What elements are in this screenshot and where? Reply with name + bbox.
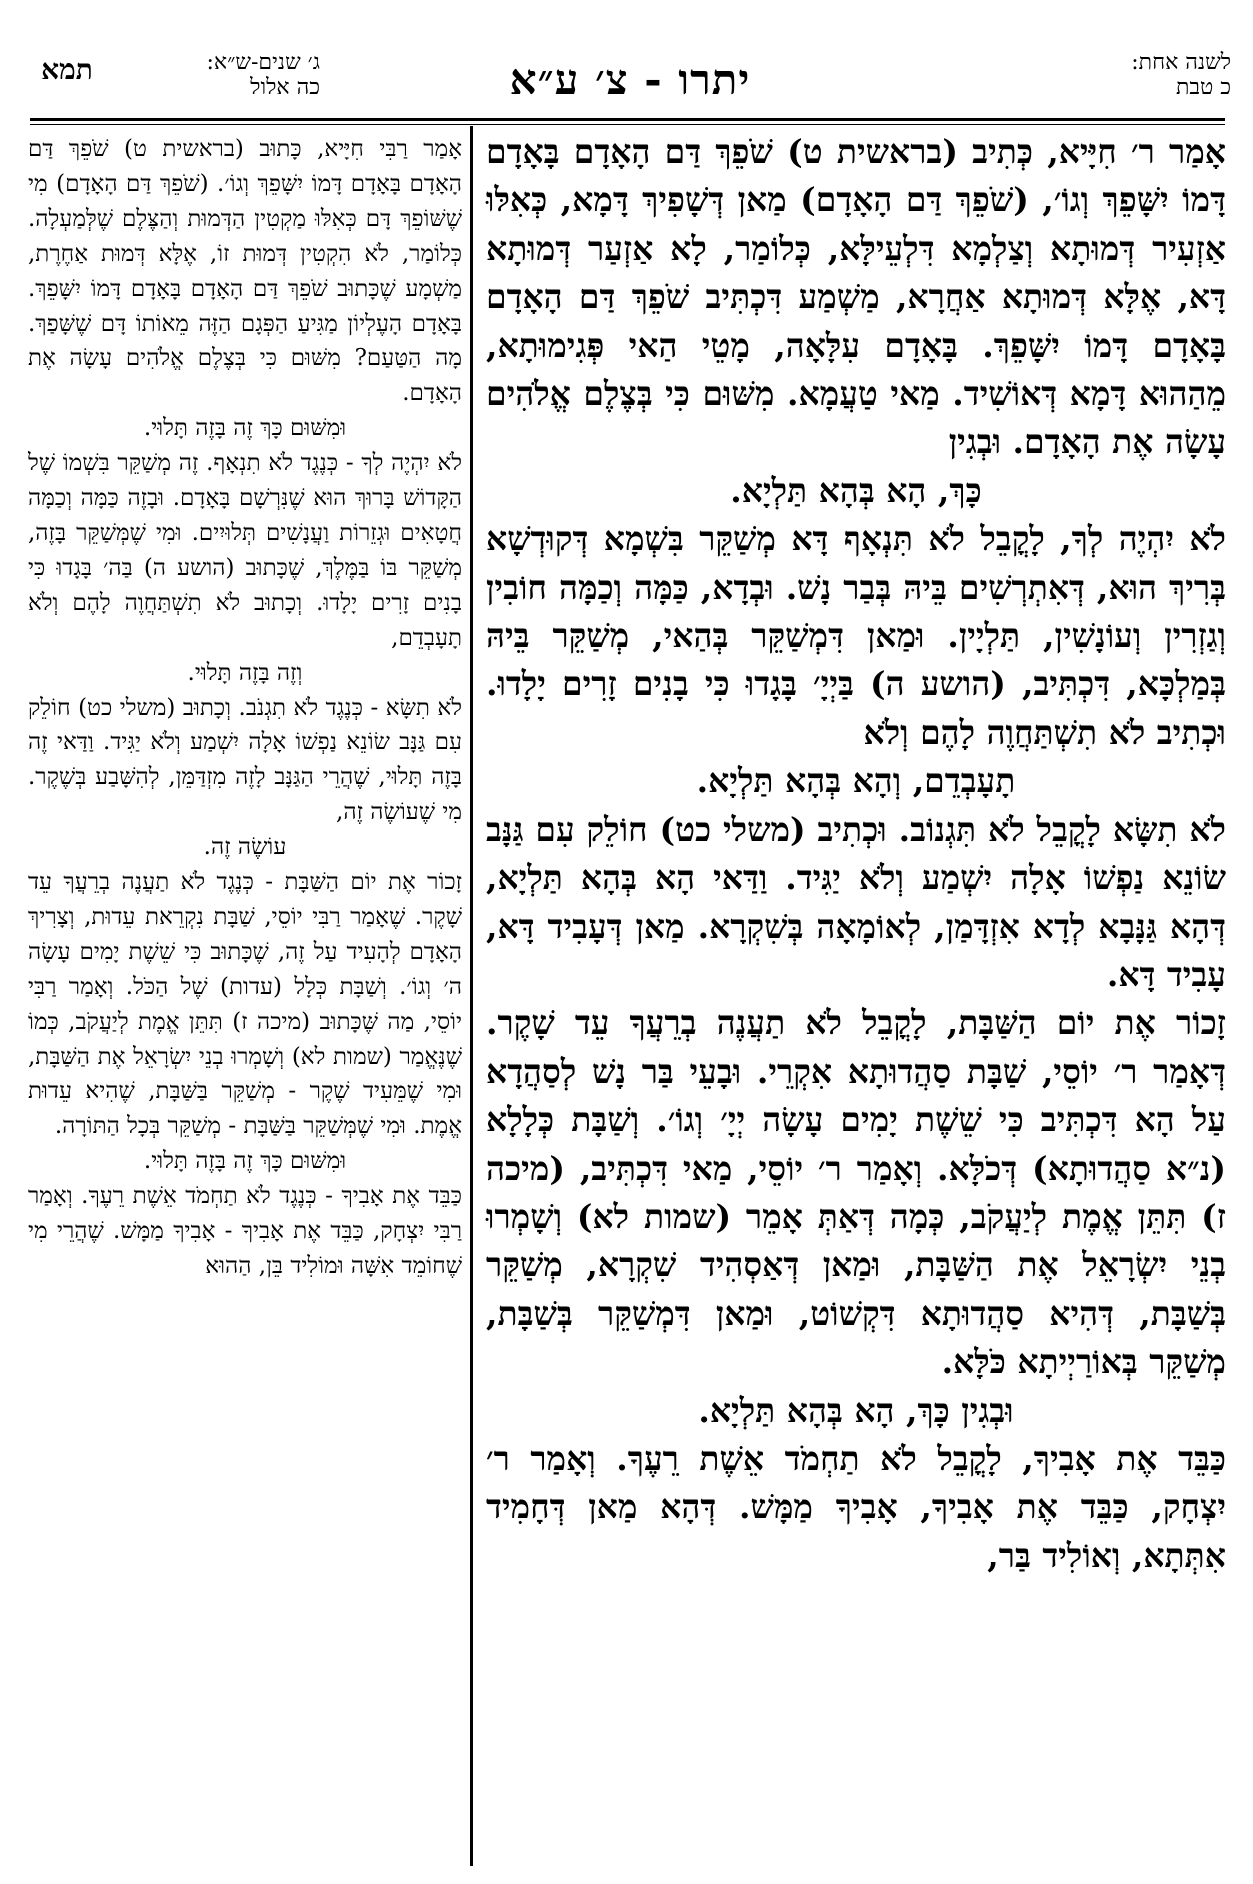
side-paragraph-closing: עוֹשֶׂה זֶה. [203,834,287,861]
header-schedule-three-years-label: ג׳ שנים-ש״א: [206,50,320,75]
header-schedule-one-year-date: כ טבת [1175,75,1231,101]
main-paragraph: זָכוֹר אֶת יוֹם הַשַּׁבָּת, לָקֳבֵל לֹא תַעֲנֶה בְרֵעֲךָ עֵד שָׁקֶר. דְּאָמַר ר׳ יוֹסֵי, שַׁבָּת סַהֲדוּתָא אִקְרֵי. וּבָעֵי בַּר נָשׁ לְסַהֲדָא עַל הָא דִּכְתִּיב כִּי שֵׁשֶׁת יָמִים עָשָׂה יְיָ׳ וְגוֹ׳. וְשַׁבָּת כְּלָלָא (נ״א סַהֲדוּתָא) דְּכֹלָּא. וְאָמַר ר׳ יוֹסֵי, מַאי דִּכְתִּיב, (מיכה ז) תִּתֵּן אֱמֶת לְיַעֲקֹב, כְּמָה דְּאַתְּ אָמֵר (שמות לא) וְשָׁמְרוּ בְנֵי יִשְׂרָאֵל אֶת הַשַּׁבָּת, וּמַאן דְּאַסְהִיד שִׁקְרָא, מְשַׁקֵּר בְּשַׁבָּת, דְּהִיא סַהֲדוּתָא דִּקְשׁוֹט, וּמַאן דִּמְשַׁקֵּר בְּשַׁבָּת, מְשַׁקֵּר בְּאוֹרַיְיתָא כֹּלָּא. [486,1003,1226,1382]
header-rule-thick [30,118,1225,121]
header-schedule-one-year [1021,50,1231,101]
side-paragraph: אָמַר רַבִּי חִיָּיא, כָּתוּב (בראשית ט) שֹׁפֵךְ דַּם הָאָדָם בָּאָדָם דָּמוֹ יִשָּׁפֵךְ וְגוֹ׳. (שֹׁפֵךְ דַּם הָאָדָם) מִי שֶׁשּׁוֹפֵךְ דָּם כְּאִלּוּ מַקְטִין הַדְּמוּת וְהַצֶּלֶם שֶׁלְּמַעְלָה. כְּלוֹמַר, לֹא הִקְטִין דְּמוּת זוֹ, אֶלָּא דְּמוּת אַחֶרֶת, מַשְׁמָע שֶׁכָּתוּב שֹׁפֵךְ דַּם הָאָדָם בָּאָדָם דָּמוֹ יִשָּׁפֵךְ. בָּאָדָם הָעֶלְיוֹן מַגִּיעַ הַפְּגָם הַזֶּה מֵאוֹתוֹ דָּם שֶׁשָּׁפַךְ. מָה הַטַּעַם? מִשּׁוּם כִּי בְּצֶלֶם אֱלֹהִים עָשָׂה אֶת הָאָדָם. [28,136,462,407]
side-paragraph: לֹא תִשָּׂא - כְּנֶגֶד לֹא תִגְנֹב. וְכָתוּב (משלי כט) חוֹלֵק עִם גַּנָּב שׂוֹנֵא נַפְשׁוֹ אָלָה יִשְׁמַע וְלֹא יַגִּיד. וַדַּאי זֶה בָּזֶה תָּלוּי, שֶׁהֲרֵי הַגַּנָּב לָזֶה מִזְדַּמֵּן, לְהִשָּׁבַע בְּשֶׁקֶר. מִי שֶׁעוֹשֶׂה זֶה, [28,694,462,826]
main-paragraph-closing: תָעָבְדֵם, וְהָא בְּהָא תַּלְיָא. [696,761,1016,801]
page-number: תמא [41,53,93,86]
header-rule-thin [30,124,1225,125]
header-schedule-three-years-date: כה אלול [250,75,320,101]
side-paragraph-closing: וּמִשּׁוּם כָּךְ זֶה בָּזֶה תָּלוּי. [143,415,347,442]
header-schedule-three-years [120,50,320,101]
main-paragraph-closing: וּבְגִין כָּךְ, הָא בְּהָא תַּלְיָא. [698,1390,1014,1430]
side-paragraph: לֹא יִהְיֶה לְךָ - כְּנֶגֶד לֹא תִנְאָף. זֶה מְשַׁקֵּר בִּשְׁמוֹ שֶׁל הַקָּדוֹשׁ בָּרוּךְ הוּא שֶׁנִּרְשָׁם בָּאָדָם. וּבָזֶה כַּמָּה וְכַמָּה חֲטָאִים וּגְזֵרוֹת וַעֲנָשִׁים תְּלוּיִים. וּמִי שֶׁמְּשַׁקֵּר בָּזֶה, מְשַׁקֵּר בּוֹ בַּמֶּלֶךְ, שֶׁכָּתוּב (הושע ה) בַּה׳ בָּגָדוּ כִּי בָנִים זָרִים יָלָדוּ. וְכָתוּב לֹא תִשְׁתַּחֲוֶה לָהֶם וְלֹא תָעָבְדֵם, [28,450,462,651]
page-title: יתרו - צ׳ ע״א [509,55,751,104]
column-divider [470,126,473,1866]
main-paragraph: לֹא תִשָּׂא לָקֳבֵל לֹא תִּגְנוֹב. וּכְתִיב (משלי כט) חוֹלֵק עִם גַּנָּב שׂוֹנֵא נַפְשׁוֹ אָלָה יִשְׁמַע וְלֹא יַגִּיד. וַדַּאי הָא בְּהָא תַּלְיָא, דְּהָא גַּנָּבָא לְדָא אִזְדָּמַן, לְאוֹמָאָה בְּשִׁקְרָא. מַאן דְּעָבִיד דָּא, עָבִיד דָּא. [486,809,1226,994]
aramaic-main-column [486,128,1226,1580]
side-paragraph-closing: וְזֶה בָּזֶה תָּלוּי. [187,659,303,686]
side-paragraph-closing: וּמִשּׁוּם כָּךְ זֶה בָּזֶה תָּלוּי. [143,1148,347,1175]
side-paragraph: זָכוֹר אֶת יוֹם הַשַּׁבָּת - כְּנֶגֶד לֹא תַעֲנֶה בְרֵעֲךָ עֵד שָׁקֶר. שֶׁאָמַר רַבִּי יוֹסֵי, שַׁבָּת נִקְרֵאת עֵדוּת, וְצָרִיךְ הָאָדָם לְהָעִיד עַל זֶה, שֶׁכָּתוּב כִּי שֵׁשֶׁת יָמִים עָשָׂה ה׳ וְגוֹ׳. וְשַׁבָּת כְּלָל (עדות) שֶׁל הַכֹּל. וְאָמַר רַבִּי יוֹסֵי, מַה שֶּׁכָּתוּב (מיכה ז) תִּתֵּן אֱמֶת לְיַעֲקֹב, כְּמוֹ שֶׁנֶּאֱמַר (שמות לא) וְשָׁמְרוּ בְנֵי יִשְׂרָאֵל אֶת הַשַּׁבָּת, וּמִי שֶׁמֵּעִיד שֶׁקֶר - מְשַׁקֵּר בַּשַּׁבָּת, שֶׁהִיא עֵדוּת אֱמֶת. וּמִי שֶׁמְּשַׁקֵּר בַּשַּׁבָּת - מְשַׁקֵּר בְּכָל הַתּוֹרָה. [28,869,462,1140]
main-paragraph-closing: כָּךְ, הָא בְּהָא תַּלְיָא. [730,470,982,510]
hebrew-translation-column [28,132,462,1284]
main-paragraph: לֹא יִהְיֶה לְךָ, לָקֳבֵל לֹא תִּנְאָף דָּא מְשַׁקֵּר בִּשְׁמָא דְּקוּדְשָׁא בְּרִיךְ הוּא, דְּאִתְרְשִׁים בֵּיהּ בְּבַר נָשׁ. וּבְדָא, כַּמָּה וְכַמָּה חוֹבִין וְגַזְרִין וְעוֹנָשִׁין, תַּלְיָין. וּמַאן דִּמְשַׁקֵּר בְּהַאי, מְשַׁקֵּר בֵּיהּ בְּמַלְכָּא, דִּכְתִּיב, (הושע ה) בַּיְיָ׳ בָּגָדוּ כִּי בָנִים זָרִים יָלָדוּ. וּכְתִיב לֹא תִשְׁתַּחֲוֶה לָהֶם וְלֹא [486,519,1226,752]
side-paragraph: כַּבֵּד אֶת אָבִיךָ - כְּנֶגֶד לֹא תַחְמֹד אֵשֶׁת רֵעֶךָ. וְאָמַר רַבִּי יִצְחָק, כַּבֵּד אֶת אָבִיךָ - אָבִיךָ מַמָּשׁ. שֶׁהֲרֵי מִי שֶׁחוֹמֵד אִשָּׁה וּמוֹלִיד בֵּן, הַהוּא [28,1183,462,1279]
main-paragraph: אָמַר ר׳ חִיָּיא, כְּתִיב (בראשית ט) שֹׁפֵךְ דַּם הָאָדָם בָּאָדָם דָּמוֹ יִשָּׁפֵךְ וְגוֹ׳, (שֹׁפֵךְ דַּם הָאָדָם) מַאן דְּשָׁפִיךְ דָּמָא, כְּאִלּוּ אַזְעִיר דְּמוּתָא וְצַלְמָא דִּלְעֵילָּא, כְּלוֹמַר, לָא אַזְעַר דְּמוּתָא דָּא, אֶלָּא דְּמוּתָא אַחֲרָא, מַשְׁמַע דִּכְתִּיב שֹׁפֵךְ דַּם הָאָדָם בָּאָדָם דָּמוֹ יִשָּׁפֵךְ. בָּאָדָם עִלָּאָה, מָטֵי הַאי פְּגִימוּתָא, מֵהַהוּא דָּמָא דְּאוֹשִׁיד. מַאי טַעֲמָא. מִשּׁוּם כִּי בְּצֶלֶם אֱלֹהִים עָשָׂה אֶת הָאָדָם. וּבְגִין [486,132,1226,462]
main-paragraph: כַּבֵּד אֶת אָבִיךָ, לָקֳבֵל לֹא תַחְמֹד אֵשֶׁת רֵעֶךָ. וְאָמַר ר׳ יִצְחָק, כַּבֵּד אֶת אָבִיךָ, אָבִיךָ מַמָּשׁ. דְּהָא מַאן דְּחָמִיד אִתְּתָא, וְאוֹלִיד בַּר, [486,1438,1226,1575]
header-schedule-one-year-label: לשנה אחת: [1131,50,1231,75]
